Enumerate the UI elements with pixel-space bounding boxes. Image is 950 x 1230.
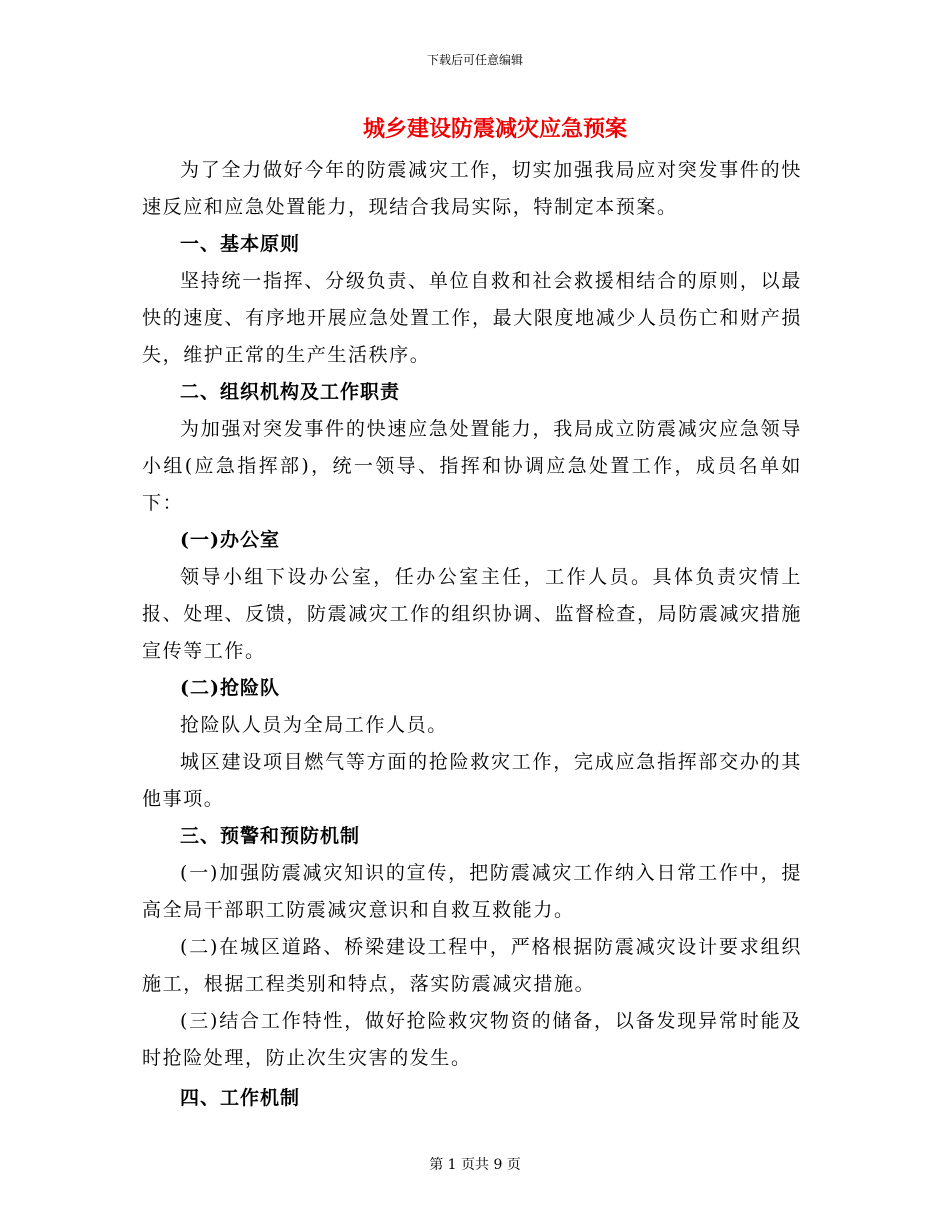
section-heading: 四、工作机制 (180, 1087, 301, 1109)
body-paragraph: 为加强对突发事件的快速应急处置能力，我局成立防震减灾应急领导小组(应急指挥部)，统一领导、指挥和协调应急处置工作，成员名单如下： (142, 418, 802, 514)
document-title: 城乡建设防震减灾应急预案 (362, 116, 627, 142)
body-paragraph: 坚持统一指挥、分级负责、单位自救和社会救援相结合的原则，以最快的速度、有序地开展应急处置工作，最大限度地减少人员伤亡和财产损失，维护正常的生产生活秩序。 (142, 270, 802, 366)
body-paragraph: 抢险队人员为全局工作人员。 (180, 714, 448, 736)
subsection-heading: (一)办公室 (180, 529, 280, 551)
page-header: 下载后可任意编辑 (426, 53, 523, 67)
intro-paragraph: 为了全力做好今年的防震减灾工作，切实加强我局应对突发事件的快速反应和应急处置能力，现结合我局实际，特制定本预案。 (142, 159, 802, 218)
page-footer: 第 1 页共 9 页 (429, 1157, 521, 1173)
list-paragraph: (二)在城区道路、桥梁建设工程中，严格根据防震减灾设计要求组织施工，根据工程类别和特点，落实防震减灾措施。 (142, 936, 802, 995)
body-paragraph: 城区建设项目燃气等方面的抢险救灾工作，完成应急指挥部交办的其他事项。 (142, 751, 802, 810)
section-heading: 一、基本原则 (180, 233, 301, 255)
section-heading: 三、预警和预防机制 (180, 825, 361, 847)
body-paragraph: 领导小组下设办公室，任办公室主任，工作人员。具体负责灾情上报、处理、反馈，防震减灾工作的组织协调、监督检查，局防震减灾措施宣传等工作。 (142, 566, 802, 662)
list-paragraph: (三)结合工作特性，做好抢险救灾物资的储备，以备发现异常时能及时抢险处理，防止次生灾害的发生。 (142, 1010, 802, 1069)
document-body (142, 152, 802, 1117)
list-paragraph: (一)加强防震减灾知识的宣传，把防震减灾工作纳入日常工作中，提高全局干部职工防震减灾意识和自救互救能力。 (142, 862, 802, 921)
subsection-heading: (二)抢险队 (180, 677, 280, 699)
section-heading: 二、组织机构及工作职责 (180, 381, 401, 403)
